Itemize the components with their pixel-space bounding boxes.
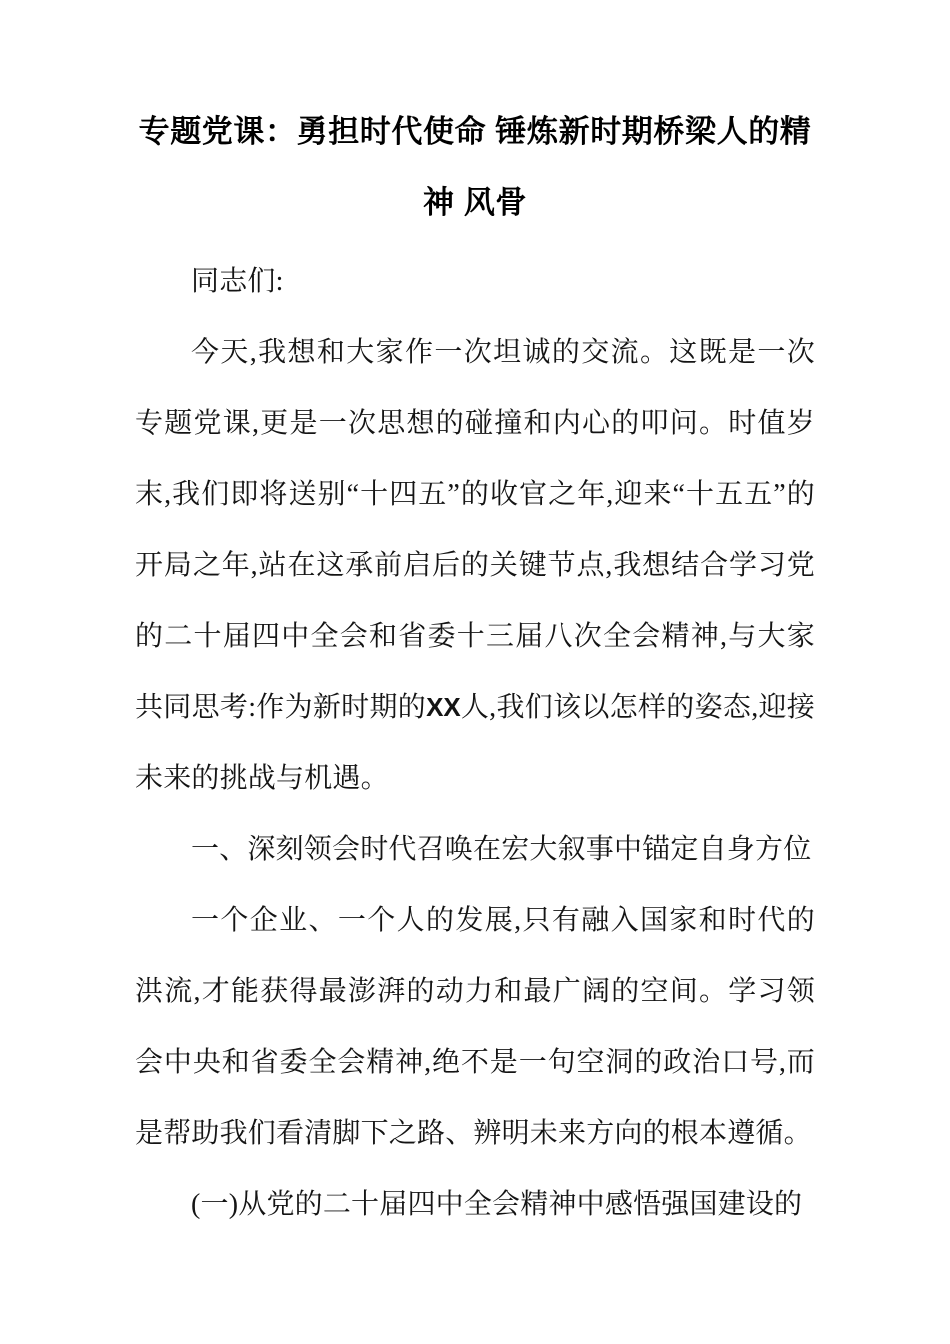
subsection-heading-1-1: (一)从党的二十届四中全会精神中感悟强国建设的 [191,1189,803,1220]
paragraph-opening [135,317,815,814]
section-heading-1: 一、深刻领会时代召唤在宏大叙事中锚定自身方位 [191,834,812,865]
paragraph-opening-text-before: 今天,我想和大家作一次坦诚的交流。这既是一次专题党课,更是一次思想的碰撞和内心的叩问。时值岁末,我们即将送别“十四五”的收官之年,迎来“十五五”的开局之年,站在这承前启后的关键节点,我想结合学习党的二十届四中全会和省委十三届八次全会精神,与大家共同思考:作为新时期的 [135,337,815,723]
page-title [135,96,815,238]
paragraph-opening-text-after: 人,我们该以怎样的姿态,迎接未来的挑战与机遇。 [135,692,815,794]
page-title-line-1: 专题党课：勇担时代使命 锤炼新时期桥梁人的精神 [138,114,812,220]
page-title-line-2: 风骨 [463,185,528,220]
paragraph-section-1-body: 一个企业、一个人的发展,只有融入国家和时代的洪流,才能获得最澎湃的动力和最广阔的空间。学习领会中央和省委全会精神,绝不是一句空洞的政治口号,而是帮助我们看清脚下之路、辨明未来方向的根本遵循。 [135,905,815,1149]
document-body [135,96,815,1240]
salutation: 同志们: [191,266,284,297]
paragraph-opening-placeholder-mark: XX [426,692,461,722]
